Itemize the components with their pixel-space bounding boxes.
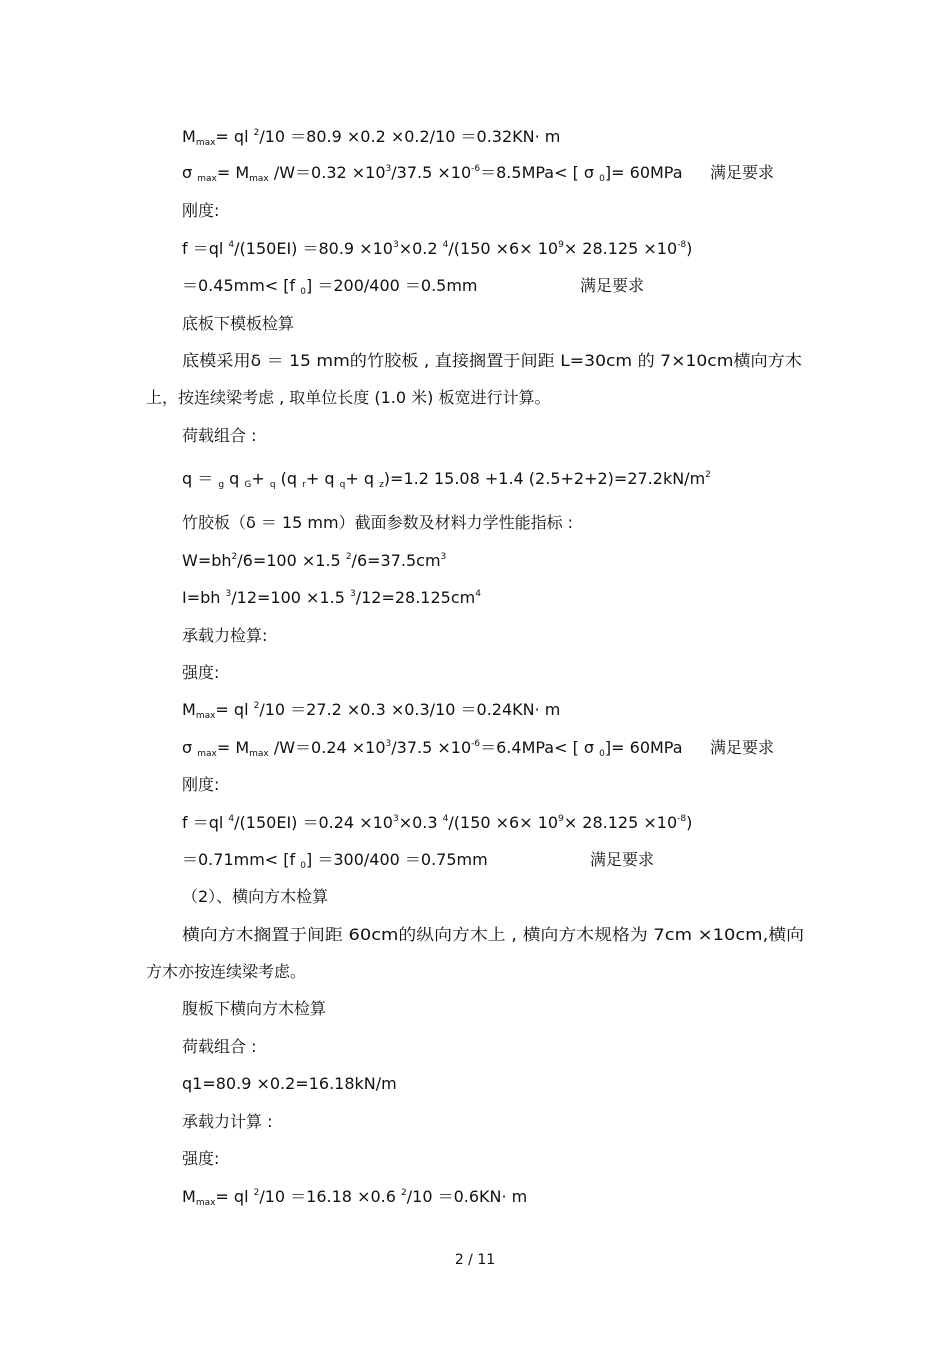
text-segment: 上，按连续梁考虑 , 取单位长度 (1.0 米) 板宽进行计算。	[146, 388, 551, 407]
superscript: -6	[471, 739, 481, 749]
superscript: 2	[253, 1188, 260, 1198]
line-text	[182, 276, 478, 296]
text-segment: 刚度:	[182, 775, 220, 794]
superscript: 9	[558, 240, 564, 250]
text-segment: = ql	[215, 700, 254, 719]
text-segment: 荷载组合 :	[182, 426, 257, 445]
text-segment: σ	[182, 738, 198, 757]
text-line	[182, 314, 294, 334]
text-line	[182, 239, 692, 259]
line-text	[182, 775, 219, 795]
line-text	[182, 551, 446, 571]
text-segment: /10 ＝0.6KN· m	[406, 1187, 528, 1206]
line-text	[182, 813, 692, 833]
line-text	[182, 626, 267, 646]
text-segment: /W＝0.24 ×10	[268, 738, 386, 757]
text-segment: 底模采用δ ＝ 15 mm的竹胶板 , 直接搁置于间距 L=30cm 的 7×10cm横向方木	[182, 351, 802, 370]
text-segment: 承载力计算 :	[182, 1112, 273, 1131]
text-line	[182, 925, 804, 945]
page-number: 2 / 11	[454, 1252, 496, 1268]
text-segment: M	[182, 1187, 196, 1206]
text-line	[182, 588, 481, 608]
text-segment: ] ＝300/400 ＝0.75mm	[306, 850, 488, 869]
text-line	[146, 388, 550, 408]
subscript: max	[249, 174, 269, 184]
text-segment: + q	[345, 469, 380, 488]
text-segment: /10 ＝80.9 ×0.2 ×0.2/10 ＝0.32KN· m	[259, 127, 561, 146]
text-segment: 强度:	[182, 663, 220, 682]
text-segment: 底板下模板检算	[182, 314, 295, 333]
text-segment: /10 ＝27.2 ×0.3 ×0.3/10 ＝0.24KN· m	[259, 700, 561, 719]
superscript: -8	[677, 814, 687, 824]
text-segment: ]= 60MPa	[604, 738, 683, 757]
text-segment: /6=100 ×1.5	[237, 551, 346, 570]
text-segment: ＝0.71mm< [f	[182, 850, 301, 869]
text-segment: × 28.125 ×10	[563, 813, 678, 832]
text-segment: （2）、横向方木检算	[182, 887, 329, 906]
text-segment: = ql	[215, 1187, 254, 1206]
superscript: 2	[345, 552, 352, 562]
text-segment: /10 ＝16.18 ×0.6	[259, 1187, 402, 1206]
text-line	[182, 813, 692, 833]
line-text	[182, 1112, 272, 1132]
text-segment: /6=37.5cm	[351, 551, 441, 570]
text-segment: /12=100 ×1.5	[231, 588, 350, 607]
line-text	[182, 887, 328, 907]
line-text	[182, 513, 573, 533]
text-segment: ] ＝200/400 ＝0.5mm	[306, 276, 478, 295]
text-segment: I=bh	[182, 588, 226, 607]
text-segment: )	[686, 813, 693, 832]
line-text	[182, 163, 683, 183]
superscript: 2	[705, 470, 711, 480]
superscript: 2	[253, 128, 260, 138]
superscript: 2	[231, 552, 238, 562]
text-line	[182, 887, 328, 907]
subscript: q	[339, 480, 346, 490]
superscript: 3	[392, 814, 399, 824]
text-segment: 承载力检算:	[182, 626, 268, 645]
superscript: 4	[442, 814, 449, 824]
text-segment: q ＝	[182, 469, 219, 488]
text-segment: 横向方木搁置于间距 60cm的纵向方木上 , 横向方木规格为 7cm ×10cm,横向	[182, 925, 804, 944]
text-line	[182, 1187, 527, 1207]
text-segment: /12=28.125cm	[355, 588, 476, 607]
text-line	[182, 201, 219, 221]
line-text	[182, 469, 711, 489]
text-segment: /37.5 ×10	[391, 163, 472, 182]
text-line	[182, 513, 573, 533]
text-segment: ＝6.4MPa< [ σ	[480, 738, 600, 757]
text-segment: W=bh	[182, 551, 232, 570]
subscript: 0	[599, 174, 605, 184]
text-line	[182, 738, 683, 758]
conclusion-text: 满足要求	[590, 850, 655, 869]
subscript: q	[269, 480, 276, 490]
text-segment: σ	[182, 163, 198, 182]
line-text	[182, 738, 683, 758]
text-line	[182, 1074, 397, 1094]
text-segment: ×0.3	[398, 813, 443, 832]
superscript: 4	[228, 814, 235, 824]
text-segment: q1=80.9 ×0.2=16.18kN/m	[182, 1074, 397, 1093]
subscript: z	[379, 480, 384, 490]
line-text	[182, 1037, 256, 1057]
text-segment: 强度:	[182, 1149, 220, 1168]
text-segment: M	[182, 127, 196, 146]
text-segment: = M	[216, 163, 250, 182]
text-line	[182, 999, 326, 1019]
text-segment: /37.5 ×10	[391, 738, 472, 757]
line-text	[182, 1149, 219, 1169]
line-text	[182, 850, 488, 870]
superscript: 2	[401, 1188, 407, 1198]
line-text	[182, 999, 326, 1019]
text-segment: = M	[216, 738, 250, 757]
text-segment: f ＝ql	[182, 813, 229, 832]
conclusion-text: 满足要求	[580, 276, 645, 295]
text-line	[182, 775, 219, 795]
superscript: -6	[471, 164, 481, 174]
text-segment: )	[686, 239, 693, 258]
superscript: 3	[385, 164, 392, 174]
superscript: 3	[440, 552, 447, 562]
text-segment: 竹胶板（δ ＝ 15 mm）截面参数及材料力学性能指标 :	[182, 513, 574, 532]
line-text	[182, 1187, 527, 1207]
text-segment: 方木亦按连续梁考虑。	[146, 962, 307, 981]
text-segment: 刚度:	[182, 201, 220, 220]
text-segment: ]= 60MPa	[604, 163, 683, 182]
text-segment: 荷载组合 :	[182, 1037, 257, 1056]
text-line	[182, 1037, 256, 1057]
line-text	[182, 663, 219, 683]
subscript: max	[249, 749, 269, 759]
text-segment: q	[224, 469, 245, 488]
superscript: -8	[677, 240, 687, 250]
line-text	[182, 925, 804, 945]
subscript: 0	[300, 861, 306, 871]
text-segment: +	[251, 469, 270, 488]
superscript: 3	[392, 240, 399, 250]
subscript: 0	[300, 287, 306, 297]
subscript: g	[218, 480, 225, 490]
text-line	[182, 700, 560, 720]
subscript: G	[244, 480, 252, 490]
text-line	[182, 426, 256, 446]
subscript: max	[195, 138, 216, 148]
line-text	[182, 700, 560, 720]
line-text	[182, 314, 294, 334]
text-line	[182, 626, 267, 646]
text-segment: = ql	[215, 127, 254, 146]
superscript: 9	[558, 814, 564, 824]
text-segment: /(150 ×6× 10	[448, 239, 559, 258]
text-segment: ＝8.5MPa< [ σ	[480, 163, 600, 182]
text-segment: f ＝ql	[182, 239, 229, 258]
text-line	[182, 276, 478, 296]
line-text	[182, 239, 692, 259]
text-segment: /(150EI) ＝80.9 ×10	[234, 239, 393, 258]
text-line	[182, 663, 219, 683]
subscript: r	[302, 480, 306, 490]
line-text	[182, 351, 802, 371]
text-line	[182, 1149, 219, 1169]
text-segment: ＝0.45mm< [f	[182, 276, 301, 295]
text-segment: 腹板下横向方木检算	[182, 999, 327, 1018]
text-line	[182, 469, 711, 489]
text-line	[146, 962, 306, 982]
text-line	[182, 163, 683, 183]
text-line	[182, 1112, 272, 1132]
subscript: max	[195, 711, 216, 721]
conclusion-text: 满足要求	[710, 738, 775, 757]
line-text	[182, 426, 256, 446]
superscript: 3	[225, 589, 232, 599]
text-line	[182, 551, 446, 571]
text-segment: × 28.125 ×10	[563, 239, 678, 258]
superscript: 4	[228, 240, 235, 250]
subscript: max	[197, 174, 217, 184]
text-line	[182, 351, 802, 371]
superscript: 4	[442, 240, 449, 250]
line-text	[182, 588, 481, 608]
subscript: max	[197, 749, 217, 759]
superscript: 3	[349, 589, 356, 599]
superscript: 2	[253, 701, 260, 711]
conclusion-text: 满足要求	[710, 163, 775, 182]
subscript: max	[195, 1198, 216, 1208]
text-segment: ×0.2	[398, 239, 443, 258]
text-segment: (q	[275, 469, 303, 488]
text-segment: /W＝0.32 ×10	[268, 163, 386, 182]
text-segment: )=1.2 15.08 +1.4 (2.5+2+2)=27.2kN/m	[383, 469, 706, 488]
superscript: 3	[385, 739, 392, 749]
text-segment: /(150 ×6× 10	[448, 813, 559, 832]
text-line	[182, 850, 488, 870]
line-text	[146, 388, 550, 408]
text-segment: M	[182, 700, 196, 719]
line-text	[182, 1074, 397, 1094]
text-segment: + q	[305, 469, 340, 488]
text-segment: /(150EI) ＝0.24 ×10	[234, 813, 393, 832]
line-text	[146, 962, 306, 982]
line-text	[182, 127, 560, 147]
subscript: 0	[599, 749, 605, 759]
text-line	[182, 127, 560, 147]
line-text	[182, 201, 219, 221]
superscript: 4	[475, 589, 481, 599]
